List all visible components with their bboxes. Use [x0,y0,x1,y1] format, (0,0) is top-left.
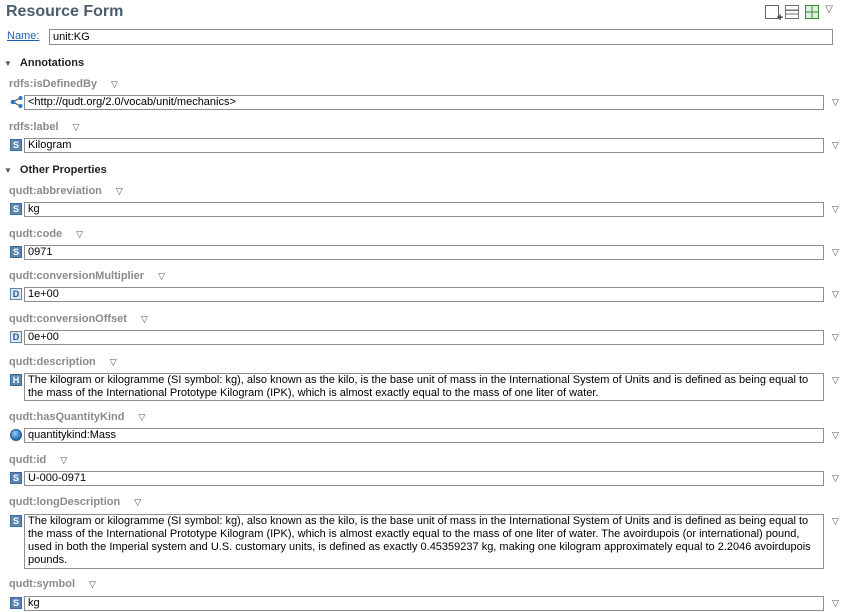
value-hasquantitykind[interactable]: quantitykind:Mass [24,428,824,443]
prop-label-label: rdfs:label ▽ [9,121,80,133]
collapse-triangle-icon[interactable]: ▼ [4,166,12,175]
prop-label-symbol: qudt:symbol ▽ [9,578,96,590]
prop-dropdown-icon[interactable]: ▽ [115,186,123,196]
decimal-type-icon: D [10,331,22,343]
prop-dropdown-icon[interactable]: ▽ [89,579,96,589]
prop-label-conversionmultiplier: qudt:conversionMultiplier ▽ [9,270,165,282]
prop-dropdown-icon[interactable]: ▽ [111,79,118,89]
prop-label-isdefinedby: rdfs:isDefinedBy ▽ [9,78,118,90]
string-type-icon: S [10,515,22,527]
name-input[interactable]: unit:KG [49,29,833,45]
string-type-icon: S [10,203,22,215]
prop-dropdown-icon[interactable]: ▽ [76,229,84,239]
value-dropdown-icon[interactable]: ▽ [832,247,839,257]
string-type-icon: S [10,472,22,484]
section-other-properties[interactable] [4,164,107,176]
prop-dropdown-icon[interactable]: ▽ [140,314,148,324]
globe-icon [10,429,22,441]
value-conversionmultiplier[interactable]: 1e+00 [24,287,824,302]
name-row [7,29,830,45]
section-annotations-label: Annotations [19,57,85,69]
value-dropdown-icon[interactable]: ▽ [832,97,839,107]
list-view-icon[interactable] [785,5,799,19]
string-type-icon: S [10,597,22,609]
collapse-triangle-icon[interactable]: ▼ [4,59,12,68]
value-dropdown-icon[interactable]: ▽ [832,140,839,150]
prop-label-longdescription: qudt:longDescription ▽ [9,496,142,508]
prop-label-code: qudt:code ▽ [9,228,84,240]
value-dropdown-icon[interactable]: ▽ [832,516,839,526]
add-widget-icon[interactable] [765,5,779,19]
form-toolbar [765,5,833,19]
section-other-label: Other Properties [19,164,107,176]
value-dropdown-icon[interactable]: ▽ [832,332,839,342]
value-dropdown-icon[interactable]: ▽ [832,598,839,608]
string-type-icon: S [10,139,22,151]
value-dropdown-icon[interactable]: ▽ [832,473,839,483]
value-label[interactable]: Kilogram [24,138,824,153]
value-code[interactable]: 0971 [24,245,824,260]
value-conversionoffset[interactable]: 0e+00 [24,330,824,345]
value-abbreviation[interactable]: kg [24,202,824,217]
toolbar-menu-icon[interactable]: ▽ [825,3,833,15]
section-annotations[interactable] [4,57,84,69]
value-dropdown-icon[interactable]: ▽ [832,204,839,214]
prop-dropdown-icon[interactable]: ▽ [109,357,117,367]
prop-dropdown-icon[interactable]: ▽ [158,271,165,281]
value-id[interactable]: U-000-0971 [24,471,824,486]
html-type-icon: H [10,374,22,386]
prop-label-description: qudt:description ▽ [9,356,117,368]
grid-view-icon[interactable] [805,5,819,19]
prop-label-conversionoffset: qudt:conversionOffset ▽ [9,313,148,325]
decimal-type-icon: D [10,288,22,300]
value-symbol[interactable]: kg [24,596,824,611]
form-title: Resource Form [6,3,124,20]
value-dropdown-icon[interactable]: ▽ [832,375,839,385]
prop-dropdown-icon[interactable]: ▽ [138,412,146,422]
prop-label-hasquantitykind: qudt:hasQuantityKind ▽ [9,411,146,423]
prop-label-abbreviation: qudt:abbreviation ▽ [9,185,123,197]
value-dropdown-icon[interactable]: ▽ [832,430,839,440]
value-longdescription[interactable]: The kilogram or kilogramme (SI symbol: kg), also known as the kilo, is the base unit of mass in the International System of Units and is defined as being equal to the mass of the International Prototype Kilogram (IPK), which is almost exactly equal to the mass of one liter of water. The avoirdupois (or international) pound, used in both the Imperial system and U.S. customary units, is defined as exactly 0.45359237 kg, making one kilogram approximately equal to 2.2046 avoirdupois pounds. [24,514,824,569]
name-link[interactable]: Name: [7,30,40,42]
string-type-icon: S [10,246,22,258]
prop-dropdown-icon[interactable]: ▽ [72,122,80,132]
value-isdefinedby[interactable]: <http://qudt.org/2.0/vocab/unit/mechanics> [24,95,824,110]
value-description[interactable]: The kilogram or kilogramme (SI symbol: kg), also known as the kilo, is the base unit of mass in the International System of Units and is defined as being equal to the mass of the International Prototype Kilogram (IPK), which is almost exactly equal to the mass of one liter of water. [24,373,824,401]
value-dropdown-icon[interactable]: ▽ [832,289,839,299]
prop-label-id: qudt:id ▽ [9,454,68,466]
prop-dropdown-icon[interactable]: ▽ [60,455,68,465]
link-icon [10,96,22,108]
prop-dropdown-icon[interactable]: ▽ [134,497,142,507]
